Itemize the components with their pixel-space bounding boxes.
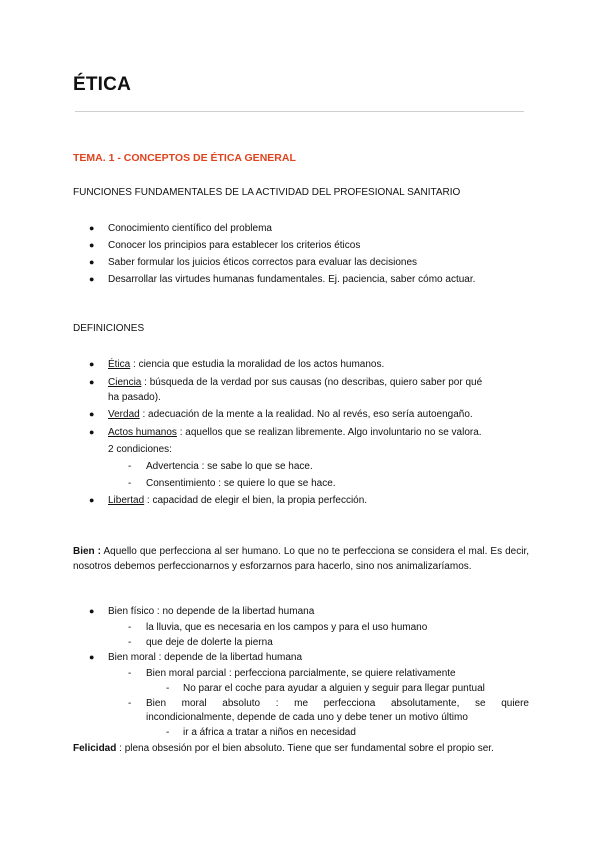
definition-item: [108, 408, 473, 421]
definiciones-heading: DEFINICIONES: [73, 323, 145, 334]
bien-moral-parcial-example: No parar el coche para ayudar a alguien y seguir para llegar puntual: [183, 683, 485, 694]
bien-moral-label: Bien moral : depende de la libertad humana: [108, 652, 303, 663]
funciones-item: Conocimiento científico del problema: [108, 223, 272, 234]
bullet-icon: ●: [89, 257, 95, 267]
bullet-icon: ●: [89, 409, 95, 419]
page-title: ÉTICA: [73, 74, 131, 95]
felicidad-text: : plena obsesión por el bien absoluto. Tiene que ser fundamental sobre el propio ser.: [116, 743, 494, 754]
bullet-icon: ●: [89, 274, 95, 284]
definition-item: [108, 426, 482, 439]
definition-term: Verdad: [108, 409, 140, 420]
definition-text: : búsqueda de la verdad por sus causas (no describas, quiero saber por qué: [141, 377, 483, 388]
bien-fisico-item: que deje de dolerte la pierna: [146, 637, 273, 648]
bullet-icon: ●: [89, 223, 95, 233]
definition-term: Ciencia: [108, 377, 142, 388]
dash-icon: -: [166, 727, 170, 738]
definition-text: : ciencia que estudia la moralidad de los actos humanos.: [130, 359, 385, 370]
bien-paragraph: [73, 545, 529, 574]
condicion-item: Advertencia : se sabe lo que se hace.: [146, 461, 313, 472]
funciones-item: Conocer los principios para establecer los criterios éticos: [108, 240, 361, 251]
definition-item: [108, 494, 367, 507]
bullet-icon: ●: [89, 427, 95, 437]
bullet-icon: ●: [89, 359, 95, 369]
bien-text: Aquello que perfecciona al ser humano. Lo que no te perfecciona se considera el mal. Es decir, nosotros debemos perfeccionarnos y esforzarnos para hacerlo, sino nos animalizaríamos.: [73, 546, 530, 572]
felicidad-term: Felicidad: [73, 743, 117, 754]
title-divider: [75, 111, 524, 112]
dash-icon: -: [166, 683, 170, 694]
bullet-icon: ●: [89, 652, 95, 662]
definition-continuation: ha pasado).: [108, 392, 161, 403]
funciones-heading: FUNCIONES FUNDAMENTALES DE LA ACTIVIDAD DEL PROFESIONAL SANITARIO: [73, 187, 461, 198]
dash-icon: -: [128, 698, 132, 709]
bien-term: Bien :: [73, 546, 102, 557]
bullet-icon: ●: [89, 240, 95, 250]
bullet-icon: ●: [89, 606, 95, 616]
definition-continuation: 2 condiciones:: [108, 444, 172, 455]
topic-heading: TEMA. 1 - CONCEPTOS DE ÉTICA GENERAL: [73, 152, 296, 164]
bullet-icon: ●: [89, 377, 95, 387]
definition-item: [108, 358, 384, 371]
funciones-item: Desarrollar las virtudes humanas fundamentales. Ej. paciencia, saber cómo actuar.: [108, 274, 476, 285]
bien-moral-absoluto-example: ir a áfrica a tratar a niños en necesidad: [183, 727, 356, 738]
condicion-item: Consentimiento : se quiere lo que se hace.: [146, 478, 336, 489]
dash-icon: -: [128, 478, 132, 489]
bien-moral-absoluto-line: incondicionalmente, depende de cada uno y debe tener un motivo último: [146, 712, 468, 723]
bien-fisico-item: la lluvia, que es necesaria en los campos y para el uso humano: [146, 622, 428, 633]
definition-text: : adecuación de la mente a la realidad. No al revés, eso sería autoengaño.: [139, 409, 473, 420]
bullet-icon: ●: [89, 495, 95, 505]
dash-icon: -: [128, 622, 132, 633]
definition-text: : aquellos que se realizan libremente. Algo involuntario no se valora.: [176, 427, 482, 438]
definition-item: [108, 376, 482, 389]
definition-term: Libertad: [108, 495, 145, 506]
definition-term: Actos humanos: [108, 427, 177, 438]
definition-text: : capacidad de elegir el bien, la propia perfección.: [144, 495, 368, 506]
bien-fisico-label: Bien físico : no depende de la libertad humana: [108, 606, 315, 617]
definition-term: Ética: [108, 359, 131, 370]
dash-icon: -: [128, 461, 132, 472]
dash-icon: -: [128, 668, 132, 679]
bien-moral-absoluto-line: Bien moral absoluto : me perfecciona absolutamente, se quiere: [146, 698, 529, 709]
dash-icon: -: [128, 637, 132, 648]
funciones-item: Saber formular los juicios éticos correctos para evaluar las decisiones: [108, 257, 418, 268]
bien-moral-parcial: Bien moral parcial : perfecciona parcialmente, se quiere relativamente: [146, 668, 456, 679]
felicidad-paragraph: [73, 741, 529, 756]
